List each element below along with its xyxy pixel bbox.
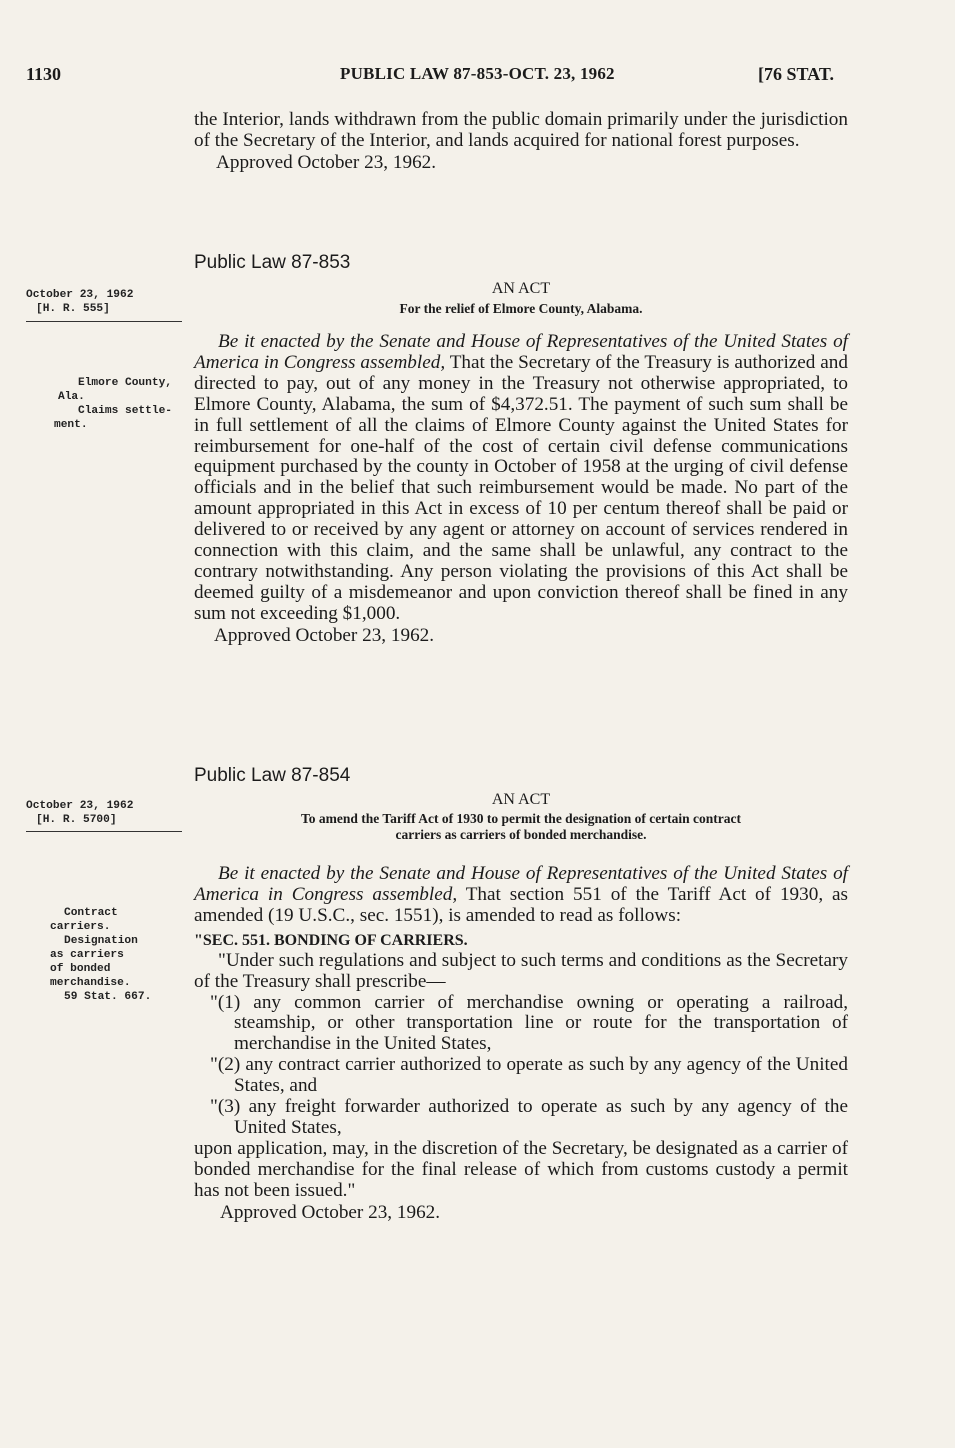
law-853-date: October 23, 1962: [26, 289, 134, 301]
law-854-purpose-line1: To amend the Tariff Act of 1930 to permit the designation of certain contract: [300, 811, 742, 826]
law-854-enacting-clause: Be it enacted by the Senate and House of Representatives of the United States of America in Congress assembled,: [194, 863, 848, 905]
law-854-date-note: [26, 799, 182, 827]
page-number: 1130: [26, 64, 62, 84]
law-854-text: [194, 864, 848, 927]
law-853-margin-note: Elmore County, Ala. Claims settle- ment.: [54, 377, 172, 431]
law-854-approved: Approved October 23, 1962.: [220, 1201, 441, 1223]
law-853-approved: Approved October 23, 1962.: [214, 624, 435, 646]
law-853-bill: [H. R. 555]: [36, 303, 110, 315]
law-854-bill: [H. R. 5700]: [36, 814, 117, 826]
law-853-enacting-clause: Be it enacted by the Senate and House of Representatives of the United States of America in Congress assembled,: [194, 331, 848, 373]
law-854-closing: upon application, may, in the discretion of the Secretary, be designated as a carrier of bonded merchandise for the final release of which from customs custody a permit has not been issued.": [194, 1137, 848, 1201]
law-854-item-2: "(2) any contract carrier authorized to operate as such by any agency of the United States, and: [210, 1054, 848, 1097]
law-854-margin-rule: [26, 831, 182, 832]
continuation-text: the Interior, lands withdrawn from the public domain primarily under the jurisdiction of the Secretary of the Interior, and lands acquired for national forest purposes.: [194, 109, 848, 151]
law-854-intro: "Under such regulations and subject to such terms and conditions as the Secretary of the Treasury shall prescribe—: [194, 949, 848, 992]
law-853-body: That the Secretary of the Treasury is authorized and directed to pay, out of any money in the Treasury not otherwise appropriated, to Elmore County, Alabama, the sum of $4,372.51. The payment of such sum shall be in full settlement of all the claims of Elmore County against the United States for reimbursement for one-half of the cost of certain civil defense communications equipment purchased by the county in October of 1958 at the urging of civil defense officials and in the belief that such reimbursement would be made. No part of the amount appropriated in this Act in excess of 10 per centum thereof shall be paid or delivered to or received by any agent or attorney on account of services rendered in connection with this claim, and the same shall be unlawful, any contract to the contrary notwithstanding. Any person violating the provisions of this Act shall be deemed guilty of a misdemeanor and upon conviction thereof shall be fined in any sum not exceeding $1,000.: [194, 351, 848, 624]
law-854-section-heading: "SEC. 551. BONDING OF CARRIERS.: [194, 931, 468, 949]
law-854-purpose-line2: carriers as carriers of bonded merchandise.: [395, 827, 647, 842]
law-853-an-act: AN ACT: [491, 280, 551, 297]
law-853-title: Public Law 87-853: [194, 252, 351, 273]
law-854-block: [194, 765, 848, 1223]
law-854-item-3: "(3) any freight forwarder authorized to operate as such by any agency of the United States,: [210, 1096, 848, 1138]
law-853-block: [194, 252, 848, 646]
law-853-margin-rule: [26, 321, 182, 322]
volume-reference: [76 STAT.: [758, 64, 835, 84]
law-853-date-note: [26, 288, 182, 316]
running-title: PUBLIC LAW 87-853-OCT. 23, 1962: [340, 64, 615, 83]
law-854-margin-note: Contract carriers. Designation as carriers of bonded merchandise. 59 Stat. 667.: [50, 907, 152, 1003]
continuation-block: [194, 110, 848, 173]
law-854-an-act: AN ACT: [491, 791, 551, 808]
law-854-title: Public Law 87-854: [194, 765, 351, 786]
law-854-body: That section 551 of the Tariff Act of 1930, as amended (19 U.S.C., sec. 1551), is amended to read as follows:: [194, 883, 848, 926]
law-853-purpose: For the relief of Elmore County, Alabama.: [399, 301, 643, 316]
law-854-item-1: "(1) any common carrier of merchandise owning or operating a railroad, steamship, or other transportation line or route for the transportation of merchandise in the United States,: [210, 991, 848, 1055]
continuation-approved: Approved October 23, 1962.: [216, 151, 437, 173]
law-853-text: [194, 332, 848, 625]
law-854-date: October 23, 1962: [26, 800, 134, 812]
page-header: [0, 64, 955, 88]
